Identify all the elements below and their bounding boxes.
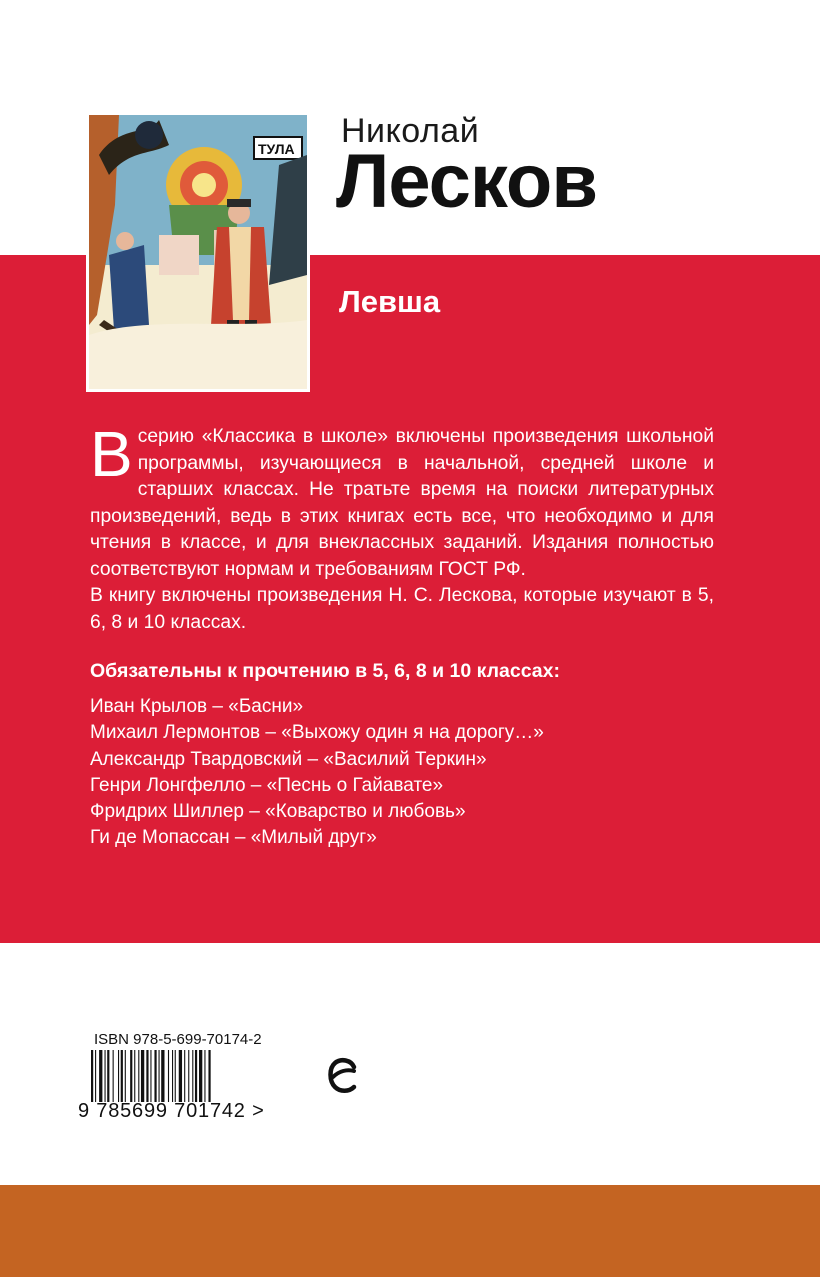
list-item: Михаил Лермонтов – «Выхожу один я на дорогу…» — [90, 722, 544, 744]
illustration-sign: ТУЛА — [258, 141, 295, 157]
series-description — [90, 418, 714, 636]
drop-cap: В — [90, 418, 133, 490]
cover-illustration — [86, 112, 310, 392]
book-title: Левша — [339, 284, 441, 319]
list-item: Фридрих Шиллер – «Коварство и любовь» — [90, 801, 466, 823]
author-last-name: Лесков — [336, 139, 598, 224]
isbn-label: ISBN 978-5-699-70174-2 — [94, 1031, 262, 1048]
list-item: Александр Твардовский – «Василий Теркин» — [90, 748, 487, 770]
publisher-logo-icon — [327, 1055, 359, 1095]
description-paragraph-1 — [90, 418, 714, 583]
list-item: Генри Лонгфелло – «Песнь о Гайавате» — [90, 774, 444, 796]
required-reading-list — [90, 694, 544, 852]
barcode-digits: 9 785699 701742 > — [78, 1100, 265, 1122]
orange-band — [0, 1185, 820, 1277]
list-item: Ги де Мопассан – «Милый друг» — [90, 827, 377, 849]
description-paragraph-2: В книгу включены произведения Н. С. Лескова, которые изучают в 5, 6, 8 и 10 классах. — [90, 585, 714, 633]
required-reading-title: Обязательны к прочтению в 5, 6, 8 и 10 классах: — [90, 660, 560, 682]
description-text-1: серию «Классика в школе» включены произведения школьной программы, изучающиеся в начальной, средней школе и старших классах. Не тратьте время на поиски литературных произведений, ведь в этих книгах есть все, что необходимо и для чтения в классе, и для внеклассных заданий. Издания полностью соответствуют нормам и требованиям ГОСТ РФ. — [90, 426, 714, 580]
list-item: Иван Крылов – «Басни» — [90, 696, 304, 717]
author-first-name: Николай — [341, 112, 480, 150]
barcode — [90, 1050, 252, 1102]
